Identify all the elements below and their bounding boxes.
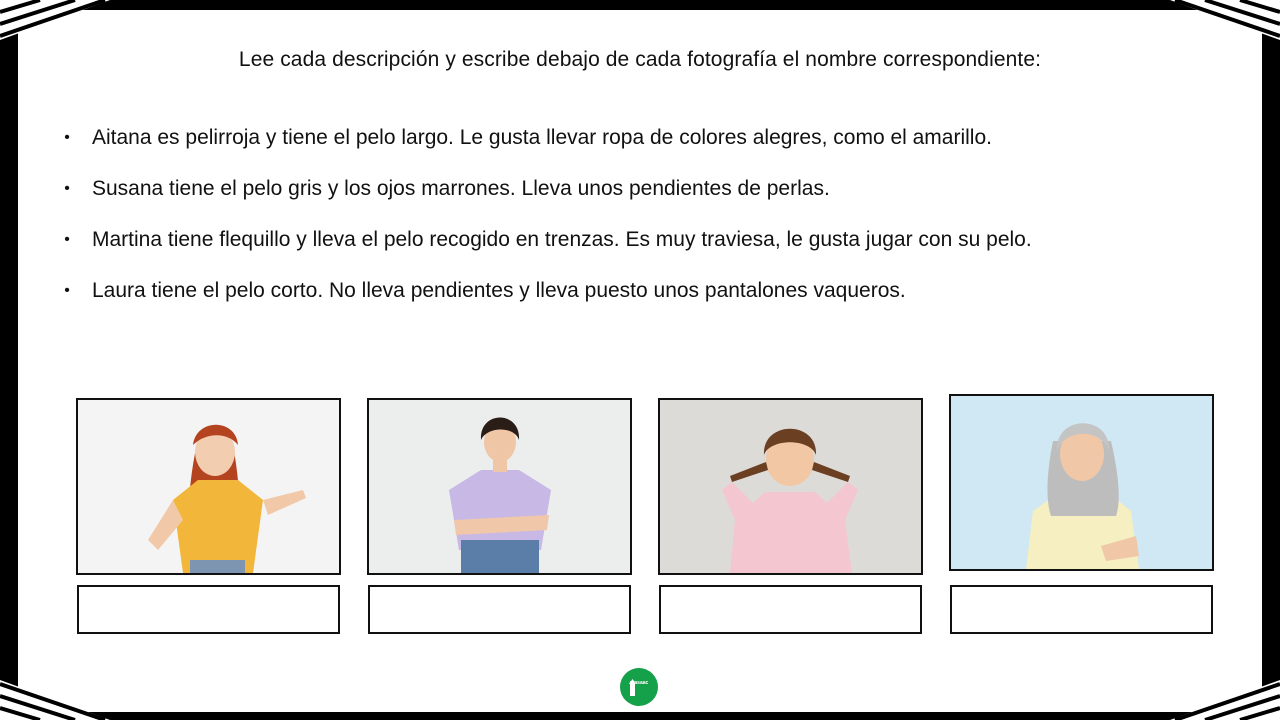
photo-red-haired-girl (76, 398, 341, 575)
logo-icon (620, 668, 658, 706)
description-text-aitana: Aitana es pelirroja y tiene el pelo largo. Le gusta llevar ropa de colores alegres, como el amarillo. (92, 126, 992, 149)
bullet-icon: • (64, 231, 70, 248)
answer-box-2[interactable] (368, 585, 631, 634)
corner-decoration-top-left (0, 0, 110, 50)
corner-decoration-bottom-left (0, 670, 110, 720)
arasaac-logo (620, 668, 658, 706)
worksheet-page (18, 10, 1262, 712)
corner-decoration-top-right (1170, 0, 1280, 50)
answer-box-1[interactable] (77, 585, 340, 634)
description-item (60, 112, 1032, 163)
instruction-text: Lee cada descripción y escribe debajo de cada fotografía el nombre correspondiente: (238, 48, 1042, 71)
answer-box-3[interactable] (659, 585, 922, 634)
description-item (60, 265, 1032, 316)
bullet-icon: • (64, 282, 70, 299)
bullet-icon: • (64, 129, 70, 146)
answer-box-4[interactable] (950, 585, 1213, 634)
description-text-susana: Susana tiene el pelo gris y los ojos marrones. Lleva unos pendientes de perlas. (92, 177, 830, 200)
description-list (60, 112, 1032, 316)
description-text-martina: Martina tiene flequillo y lleva el pelo recogido en trenzas. Es muy traviesa, le gusta jugar con su pelo. (92, 228, 1032, 251)
description-item (60, 163, 1032, 214)
logo-text: arasaac (629, 680, 649, 686)
description-item (60, 214, 1032, 265)
photo-grey-haired-woman (949, 394, 1214, 571)
photo-short-haired-woman (367, 398, 632, 575)
description-text-laura: Laura tiene el pelo corto. No lleva pendientes y lleva puesto unos pantalones vaqueros. (92, 279, 906, 302)
bullet-icon: • (64, 180, 70, 197)
photo-girl-with-pigtails (658, 398, 923, 575)
corner-decoration-bottom-right (1170, 670, 1280, 720)
